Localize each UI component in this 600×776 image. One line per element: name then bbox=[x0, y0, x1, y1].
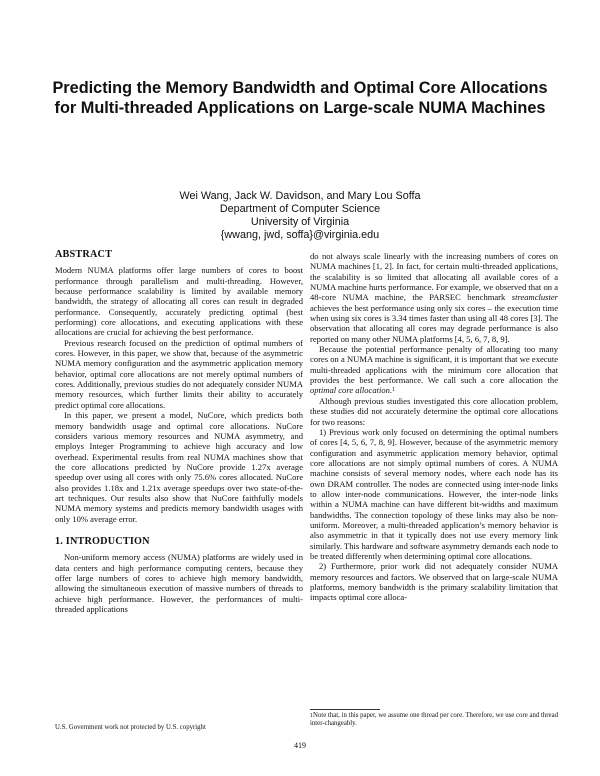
intro-paragraph: 2) Furthermore, prior work did not adequately consider NUMA memory resources and factors. We observed that on large-scale NUMA platforms, memory bandwidth is the primary scalability limitation that impacts optimal core alloca- bbox=[310, 561, 558, 603]
author-university: University of Virginia bbox=[250, 216, 350, 228]
footnote-marker[interactable]: 1 bbox=[392, 387, 396, 394]
footnote: 1Note that, in this paper, we assume one thread per core. Therefore, we use core and thread inter-changeably. bbox=[310, 712, 558, 728]
intro-paragraph: do not always scale linearly with the increasing numbers of cores on NUMA machines [1, 2]. In fact, for certain multi-threaded applications, the scalability is so limited that allocating all available cores of a NUMA machine hurts performance. For example, we observed that on a 48-core NUMA machine, the PARSEC benchmark streamcluster achieves the best performance using only six cores – the execution time when using six cores is 3.34 times faster than using all 48 cores [3]. The observation that allocating all cores may degrade performance is also reported on many other NUMA platforms [4, 5, 6, 7, 8, 9]. bbox=[310, 251, 558, 344]
left-column bbox=[55, 250, 303, 614]
paper-title: Predicting the Memory Bandwidth and Optimal Core Allocations for Multi-threaded Applications on Large-scale NUMA Machines bbox=[52, 79, 548, 117]
abstract-paragraph: Previous research focused on the prediction of optimal numbers of cores. However, in this paper, we show that, because of the asymmetric NUMA memory configuration and the asymmetric application memory behavior, optimal core allocations are not merely optimal numbers of cores. Additionally, previous studies do not adequately consider NUMA memory resources, which further limits their ability to accurately predict optimal core allocations. bbox=[55, 337, 303, 410]
footnote-divider bbox=[310, 709, 380, 710]
intro-paragraph: Because the potential performance penalty of allocating too many cores on a NUMA machine is significant, it is important that we execute multi-threaded applications with the minimum core allocation that provides the best performance. We call such a core allocation the optimal core allocation.$^1$ bbox=[310, 344, 558, 396]
introduction-heading: 1. INTRODUCTION bbox=[55, 535, 150, 547]
author-email: {wwang, jwd, soffa}@virginia.edu bbox=[220, 229, 380, 241]
page-number: 419 bbox=[294, 741, 306, 750]
intro-paragraph: Although previous studies investigated this core allocation problem, these studies did not accurately determine the optimal core allocations for two reasons: bbox=[310, 395, 558, 427]
abstract-paragraph: In this paper, we present a model, NuCore, which predicts both memory bandwidth usage and optimal core allocations. NuCore considers various memory resources and NUMA asymmetry, and employs Integer Programming to achieve high accuracy and low overhead. Experimental results from real NUMA machines show that the core allocations predicted by NuCore provide 1.27x average speedup over using all cores with only 75.6% cores allocated. NuCore also provides 1.18x and 1.21x average speedups over two state-of-the-art techniques. Our results also show that NuCore faithfully models NUMA memory systems and predicts memory bandwidth usages with only 10% average error. bbox=[55, 410, 303, 524]
author-block bbox=[100, 190, 500, 242]
intro-paragraph: Non-uniform memory access (NUMA) platforms are widely used in data centers and high performance computing centers, because they offer large numbers of cores to achieve high memory bandwidth, allowing the simultaneous execution of massive numbers of threads to achieve high performance. However, the performances of multi-threaded applications bbox=[55, 552, 303, 614]
author-names: Wei Wang, Jack W. Davidson, and Mary Lou Soffa bbox=[179, 190, 421, 202]
right-column bbox=[310, 251, 558, 603]
author-department: Department of Computer Science bbox=[219, 203, 381, 215]
intro-paragraph: 1) Previous work only focused on determining the optimal numbers of cores [4, 5, 6, 7, 8, 9]. However, because of the asymmetric memory configuration and asymmetric application memory behavior, optimal core allocations are not simply optimal numbers of cores. A NUMA machine consists of several memory nodes, where each node has its own DRAM controller. The nodes are connected using inter-node links to allow inter-node communications. However, the inter-node links within a NUMA machine can have different bit-widths and maximum bandwidths. The connection topology of these links may also be non-uniform. Moreover, a multi-threaded application’s memory behavior is also asymmetric in that it typically does not use every memory link similarly. This hardware and software asymmetry demands each node to be treated differently when determining optimal core allocations. bbox=[310, 426, 558, 561]
abstract-heading: ABSTRACT bbox=[55, 249, 113, 260]
abstract-paragraph: Modern NUMA platforms offer large numbers of cores to boost performance through parallelism and multi-threading. However, because performance scalability is limited by available memory bandwidth, the strategy of allocating all cores can result in degraded performance. Consequently, accurately predicting optimal (best performing) core allocations, and executing applications with these allocations are crucial for achieving the best performance. bbox=[55, 265, 303, 338]
copyright-notice: U.S. Government work not protected by U.S. copyright bbox=[55, 724, 206, 731]
